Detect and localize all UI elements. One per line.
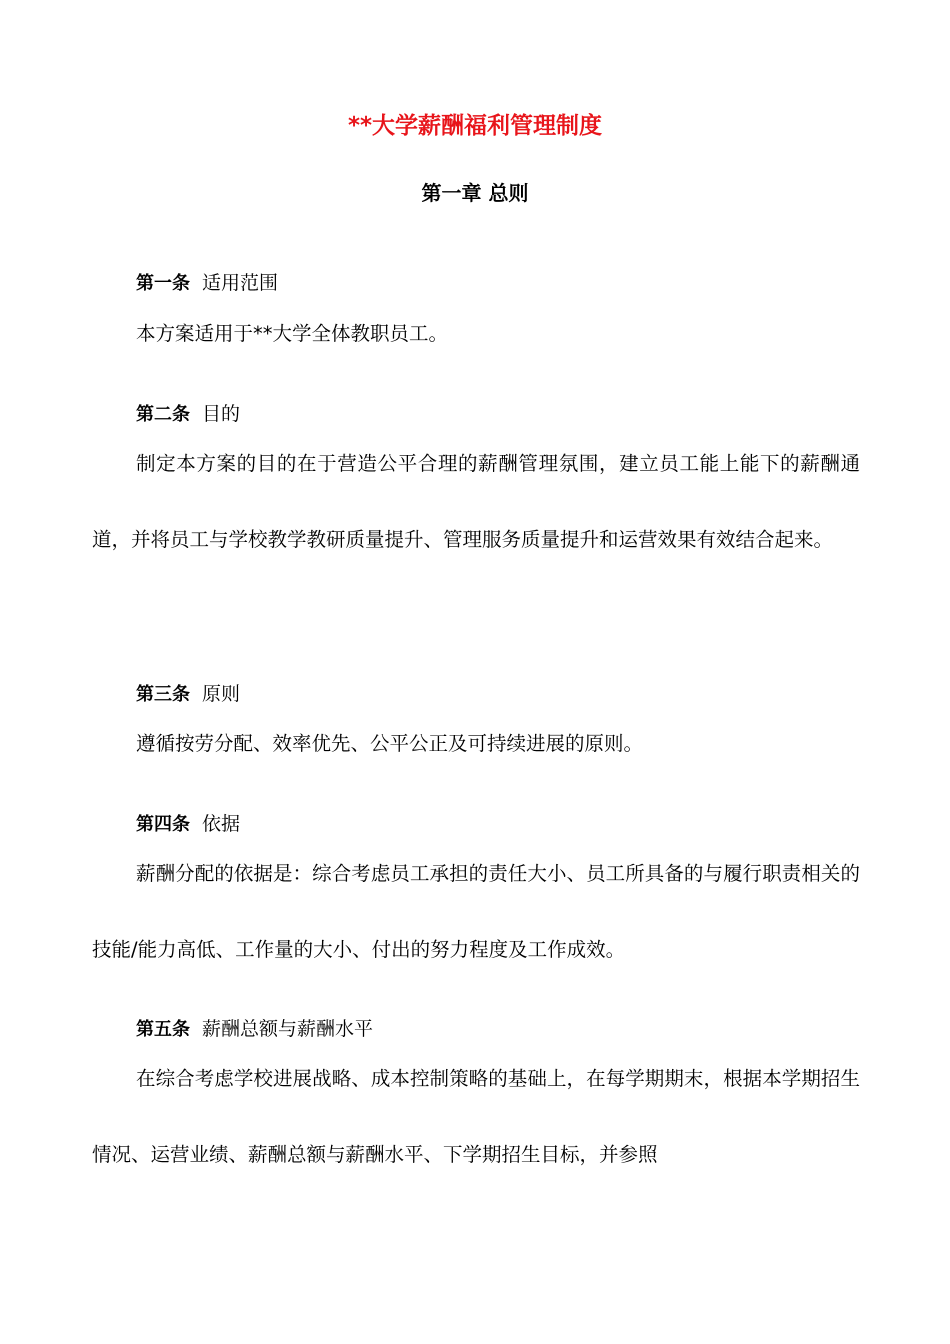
article-5-number: 第五条: [136, 1019, 190, 1040]
article-2-paragraph: 制定本方案的目的在于营造公平合理的薪酬管理氛围，建立员工能上能下的薪酬通道，并将员工与学校教学教研质量提升、管理服务质量提升和运营效果有效结合起来。: [92, 452, 860, 551]
article-3-paragraph: 遵循按劳分配、效率优先、公平公正及可持续进展的原则。: [136, 732, 644, 755]
chapter-title: 第一章 总则: [421, 181, 529, 205]
article-4-title: 依据: [202, 813, 241, 835]
article-4-paragraph: 薪酬分配的依据是：综合考虑员工承担的责任大小、员工所具备的与履行职责相关的技能/能力高低、工作量的大小、付出的努力程度及工作成效。: [92, 862, 860, 961]
article-3-number: 第三条: [136, 684, 190, 705]
article-1-paragraph: 本方案适用于**大学全体教职员工。: [136, 322, 449, 345]
article-1-number: 第一条: [136, 273, 190, 294]
article-5-paragraph: 在综合考虑学校进展战略、成本控制策略的基础上，在每学期期末，根据本学期招生情况、运营业绩、薪酬总额与薪酬水平、下学期招生目标，并参照: [92, 1067, 860, 1166]
article-3-title: 原则: [202, 683, 241, 705]
article-2-number: 第二条: [136, 404, 190, 425]
article-4-number: 第四条: [136, 814, 190, 835]
article-1-title: 适用范围: [202, 272, 279, 294]
article-5-title: 薪酬总额与薪酬水平: [202, 1018, 374, 1040]
document-title: **大学薪酬福利管理制度: [347, 113, 603, 139]
article-2-title: 目的: [202, 403, 241, 425]
